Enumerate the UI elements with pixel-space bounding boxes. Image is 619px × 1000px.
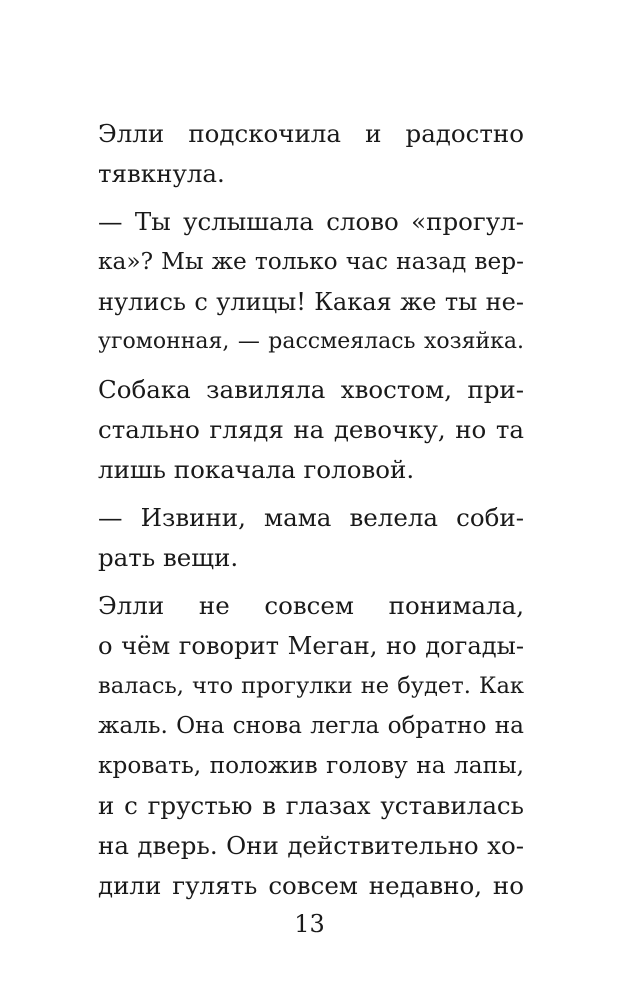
text-line: на дверь. Они действительно хо- (98, 831, 524, 860)
text-line: валась, что прогулки не будет. Как (98, 673, 524, 699)
body-text (98, 114, 524, 906)
text-line: жаль. Она снова легла обратно на (98, 712, 524, 739)
text-line: Элли не совсем понимала, (98, 591, 524, 620)
text-line: нулись с улицы! Какая же ты не- (98, 288, 524, 316)
paragraph-1 (98, 114, 524, 194)
text-line: Элли подскочила и радостно (98, 119, 524, 148)
paragraph-3 (98, 370, 524, 490)
paragraph-5 (98, 586, 524, 906)
text-line: стально глядя на девочку, но та (98, 415, 524, 444)
text-line: ка»? Мы же только час назад вер- (98, 248, 524, 275)
text-line: — Извини, мама велела соби- (98, 503, 524, 532)
text-line: о чём говорит Меган, но догады- (98, 632, 524, 660)
paragraph-2 (98, 202, 524, 362)
text-line: — Ты услышала слово «прогул- (98, 207, 524, 236)
page-number: 13 (294, 910, 325, 938)
text-line: Собака завиляла хвостом, при- (98, 375, 524, 404)
text-line: лишь покачала головой. (98, 455, 415, 484)
text-line: угомонная, — рассмеялась хозяйка. (98, 329, 524, 354)
text-line: дили гулять совсем недавно, но (98, 871, 524, 900)
text-line: кровать, положив голову на лапы, (98, 752, 524, 779)
text-line: и с грустью в глазах уставилась (98, 791, 524, 820)
paragraph-4 (98, 498, 524, 578)
text-line: рать вещи. (98, 543, 239, 572)
text-line: тявкнула. (98, 159, 225, 188)
